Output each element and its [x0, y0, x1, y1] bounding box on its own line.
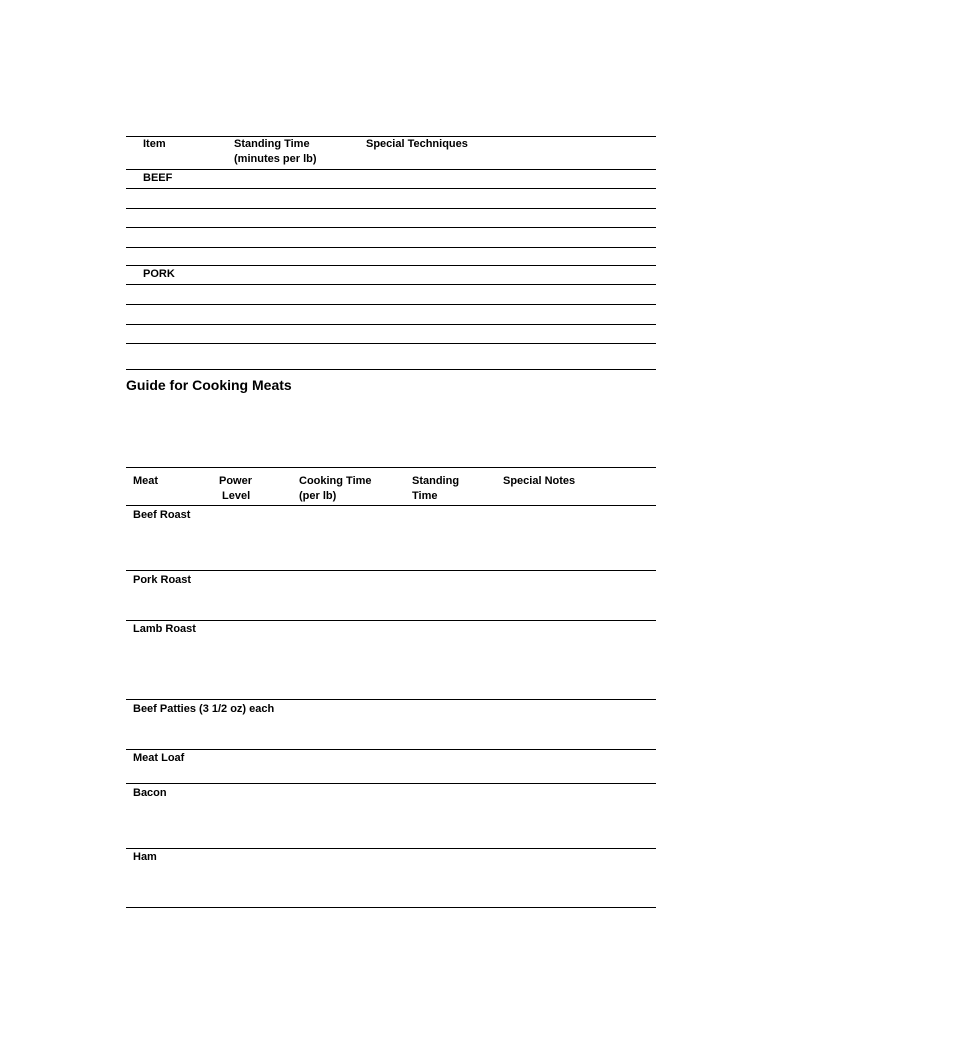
table-rule	[126, 749, 656, 750]
header-standing-time-2: Time	[412, 490, 438, 502]
table-rule	[126, 169, 656, 170]
table-rule	[126, 188, 656, 189]
table-rule	[126, 304, 656, 305]
table-rule	[126, 265, 656, 266]
table-rule	[126, 505, 656, 506]
table-rule	[126, 907, 656, 908]
header-item: Item	[143, 138, 166, 150]
row-label-meat-loaf: Meat Loaf	[133, 752, 185, 764]
table-rule	[126, 369, 656, 370]
table-rule	[126, 247, 656, 248]
table-rule	[126, 284, 656, 285]
row-label-bacon: Bacon	[133, 787, 167, 799]
table-rule	[126, 570, 656, 571]
header-standing-time: Standing Time	[234, 138, 310, 150]
header-meat: Meat	[133, 475, 159, 487]
row-label-beef-patties: Beef Patties (3 1/2 oz) each	[133, 703, 275, 715]
header-power-level: Power	[219, 475, 253, 487]
group-label-beef: BEEF	[143, 172, 173, 184]
table-rule	[126, 324, 656, 325]
section-title: Guide for Cooking Meats	[126, 377, 292, 393]
table-rule	[126, 620, 656, 621]
header-special-notes: Special Notes	[503, 475, 576, 487]
group-label-pork: PORK	[143, 268, 175, 280]
header-standing-time-unit: (minutes per lb)	[234, 153, 317, 165]
row-label-lamb-roast: Lamb Roast	[133, 623, 196, 635]
row-label-beef-roast: Beef Roast	[133, 509, 191, 521]
table-rule	[126, 783, 656, 784]
header-power-level-2: Level	[222, 490, 251, 502]
header-cooking-time-unit: (per lb)	[299, 490, 337, 502]
table-rule	[126, 343, 656, 344]
table-rule	[126, 467, 656, 468]
row-label-pork-roast: Pork Roast	[133, 574, 192, 586]
header-standing-time: Standing	[412, 475, 460, 487]
table-rule	[126, 848, 656, 849]
header-cooking-time: Cooking Time	[299, 475, 372, 487]
row-label-ham: Ham	[133, 851, 157, 863]
table-rule	[126, 227, 656, 228]
table-rule	[126, 699, 656, 700]
table-rule	[126, 208, 656, 209]
header-special-techniques: Special Techniques	[366, 138, 468, 150]
